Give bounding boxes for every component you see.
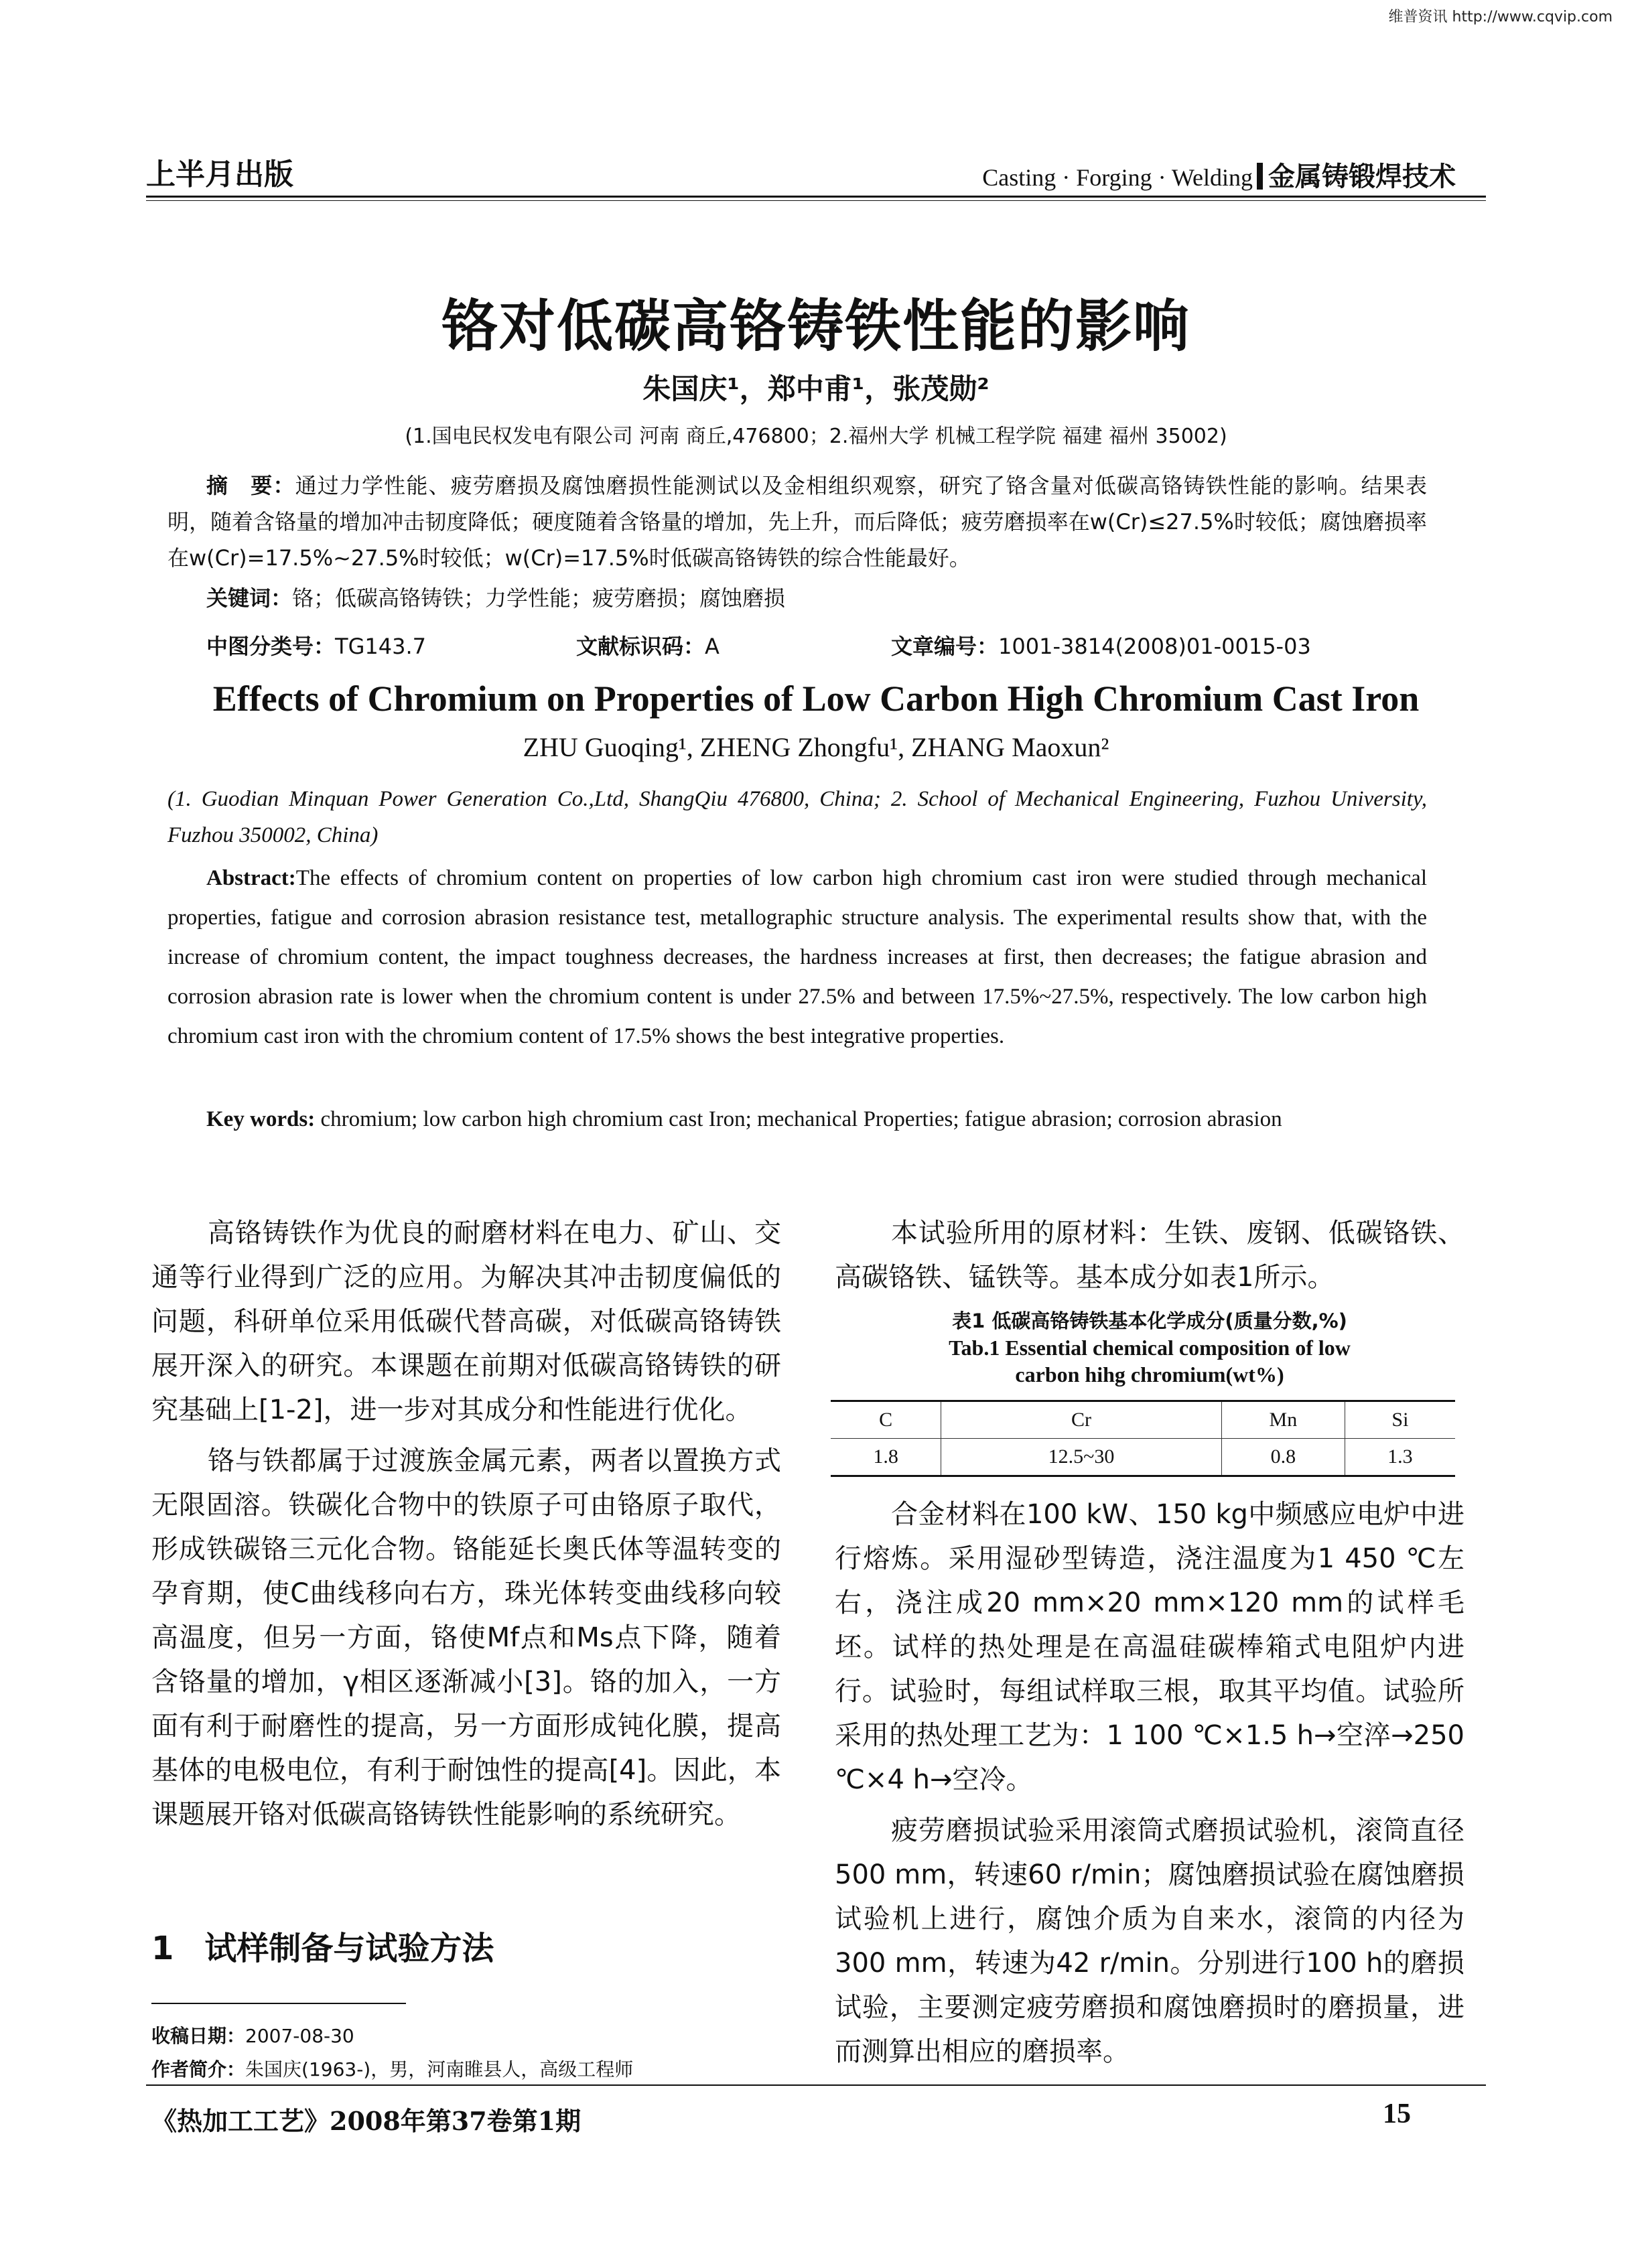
author-bio-label: 作者简介： [151, 2058, 246, 2080]
melting-paragraph: 合金材料在100 kW、150 kg中频感应电炉中进行熔炼。采用湿砂型铸造，浇注温度为1 450 ℃左右，浇注成20 mm×20 mm×120 mm的试样毛坯。试样的热处理是在高温硅碳棒箱式电阻炉内进行。试验时，每组试样取三根，取其平均值。试验所采用的热处理工艺为：1 100 ℃×1.5 h→空淬→250 ℃×4 h→空冷。 [835, 1499, 1464, 1795]
header-bar-mark [1257, 163, 1263, 190]
keywords-en [167, 1100, 1427, 1139]
table1-value-c: 1.8 [831, 1439, 941, 1476]
keywords-cn-label: 关键词： [206, 585, 293, 611]
header-right-en: Casting · Forging · Welding [982, 164, 1253, 191]
table1-caption-cn: 表1 低碳高铬铸铁基本化学成分(质量分数,%) [952, 1309, 1347, 1332]
abstract-en-text: The effects of chromium content on properties of low carbon high chromium cast iron were studied through mechanical properties, fatigue and corrosion abrasion resistance test, metallographic structure analysis. The experimental results show that, with the increase of chromium content, the impact toughness decreases, the hardness increases at first, then decreases; the fatigue abrasion and corrosion abrasion rate is lower when the chromium content is under 27.5% and between 17.5%~27.5%, respectively. The low carbon high chromium cast iron with the chromium content of 17.5% shows the best integrative properties. [167, 866, 1427, 1048]
clc-number [206, 630, 426, 660]
table1-header-cr: Cr [941, 1401, 1222, 1439]
footer-rule [146, 2084, 1486, 2086]
section-heading-1 [151, 1922, 494, 1969]
header-rule [146, 196, 1486, 198]
title-cn: 铬对低碳高铬铸铁性能的影响 [441, 293, 1190, 359]
received-label: 收稿日期： [151, 2025, 246, 2047]
table1-header-mn: Mn [1221, 1401, 1345, 1439]
affiliation-en: (1. Guodian Minquan Power Generation Co.,Ltd, ShangQiu 476800, China; 2. School of Mechanical Engineering, Fuzhou University, Fuzhou 350002, China) [167, 787, 1427, 847]
article-number-value: 1001-3814(2008)01-0015-03 [998, 634, 1311, 659]
table1-value-si: 1.3 [1345, 1439, 1455, 1476]
affiliation-cn: (1.国电民权发电有限公司 河南 商丘,476800；2.福州大学 机械工程学院 福建 福州 35002) [405, 425, 1227, 448]
table1-caption-en-line1: Tab.1 Essential chemical composition of low [949, 1336, 1351, 1360]
watermark-text: 维普资讯 http://www.cqvip.com [1388, 9, 1613, 25]
document-code [576, 630, 720, 660]
wear-test-paragraph: 疲劳磨损试验采用滚筒式磨损试验机，滚筒直径500 mm，转速60 r/min；腐蚀磨损试验在腐蚀磨损试验机上进行，腐蚀介质为自来水，滚筒的内径为300 mm，转速为42 r/min。分别进行100 h的磨损试验，主要测定疲劳磨损和腐蚀磨损时的磨损量，进而测算出相应的磨损率。 [835, 1815, 1464, 2067]
section-number: 1 [151, 1930, 174, 1967]
table1-header-si: Si [1345, 1401, 1455, 1439]
table1-header-row [831, 1401, 1455, 1439]
keywords-en-text: chromium; low carbon high chromium cast Iron; mechanical Properties; fatigue abrasion; corrosion abrasion [320, 1107, 1282, 1131]
received-value: 2007-08-30 [245, 2025, 354, 2047]
authors-cn: 朱国庆¹，郑中甫¹，张茂勋² [642, 372, 989, 405]
article-number [891, 630, 1311, 660]
abstract-cn-text: 通过力学性能、疲劳磨损及腐蚀磨损性能测试以及金相组织观察，研究了铬含量对低碳高铬铸铁性能的影响。结果表明，随着含铬量的增加冲击韧度降低；硬度随着含铬量的增加，先上升，而后降低；疲劳磨损率在w(Cr)≤27.5%时较低；腐蚀磨损率在w(Cr)=17.5%~27.5%时较低；w(Cr)=17.5%时低碳高铬铸铁的综合性能最好。 [167, 473, 1427, 571]
doc-code-label: 文献标识码： [576, 634, 705, 659]
table1-header-c: C [831, 1401, 941, 1439]
title-en: Effects of Chromium on Properties of Low Carbon High Chromium Cast Iron [212, 679, 1420, 719]
section-title: 试样制备与试验方法 [204, 1930, 494, 1967]
header-rule-thin [146, 200, 1486, 201]
article-number-label: 文章编号： [891, 634, 999, 659]
author-bio [151, 2055, 633, 2082]
intro-paragraph-1: 高铬铸铁作为优良的耐磨材料在电力、矿山、交通等行业得到广泛的应用。为解决其冲击韧度偏低的问题，科研单位采用低碳代替高碳，对低碳高铬铸铁展开深入的研究。本课题在前期对低碳高铬铸铁的研究基础上[1-2]，进一步对其成分和性能进行优化。 [151, 1218, 781, 1425]
header-right-cn: 金属铸锻焊技术 [1268, 161, 1456, 192]
footnote-rule [151, 2003, 406, 2004]
doc-code-value: A [705, 634, 720, 659]
authors-en: ZHU Guoqing¹, ZHENG Zhongfu¹, ZHANG Maoxun² [523, 732, 1109, 762]
page-number: 15 [1383, 2099, 1411, 2129]
body-right-column-bottom [835, 1492, 1464, 2074]
keywords-cn [206, 581, 1426, 612]
abstract-cn-label: 摘 要： [206, 473, 295, 498]
table1-value-row [831, 1439, 1455, 1476]
clc-label: 中图分类号： [206, 634, 336, 659]
abstract-cn [167, 468, 1427, 576]
clc-value: TG143.7 [335, 634, 426, 659]
abstract-en-label: Abstract: [206, 866, 296, 890]
table1-value-cr: 12.5~30 [941, 1439, 1222, 1476]
table1-caption [835, 1307, 1464, 1388]
materials-paragraph: 本试验所用的原材料：生铁、废钢、低碳铬铁、高碳铬铁、锰铁等。基本成分如表1所示。 [835, 1218, 1464, 1293]
table1-caption-en-line2: carbon hihg chromium(wt%) [1015, 1362, 1284, 1387]
received-date [151, 2022, 354, 2048]
abstract-en [167, 859, 1427, 1056]
body-left-column [151, 1211, 781, 1837]
intro-paragraph-2: 铬与铁都属于过渡族金属元素，两者以置换方式无限固溶。铁碳化合物中的铁原子可由铬原子取代，形成铁碳铬三元化合物。铬能延长奥氏体等温转变的孕育期，使C曲线移向右方，珠光体转变曲线移向较高温度，但另一方面，铬使Mf点和Ms点下降，随着含铬量的增加，γ相区逐渐减小[3]。铬的加入，一方面有利于耐磨性的提高，另一方面形成钝化膜，提高基体的电极电位，有利于耐蚀性的提高[4]。因此，本课题展开铬对低碳高铬铸铁性能影响的系统研究。 [151, 1445, 781, 1830]
keywords-cn-text: 铬；低碳高铬铸铁；力学性能；疲劳磨损；腐蚀磨损 [292, 585, 786, 611]
author-bio-value: 朱国庆(1963-)，男，河南睢县人，高级工程师 [245, 2058, 634, 2080]
table1 [831, 1400, 1455, 1477]
table1-value-mn: 0.8 [1221, 1439, 1345, 1476]
footer-journal: 《热加工工艺》2008年第37卷第1期 [151, 2106, 582, 2136]
body-right-column-top [835, 1211, 1464, 1299]
header-right [982, 155, 1456, 194]
keywords-en-label: Key words: [206, 1107, 316, 1131]
header-left: 上半月出版 [146, 157, 293, 192]
